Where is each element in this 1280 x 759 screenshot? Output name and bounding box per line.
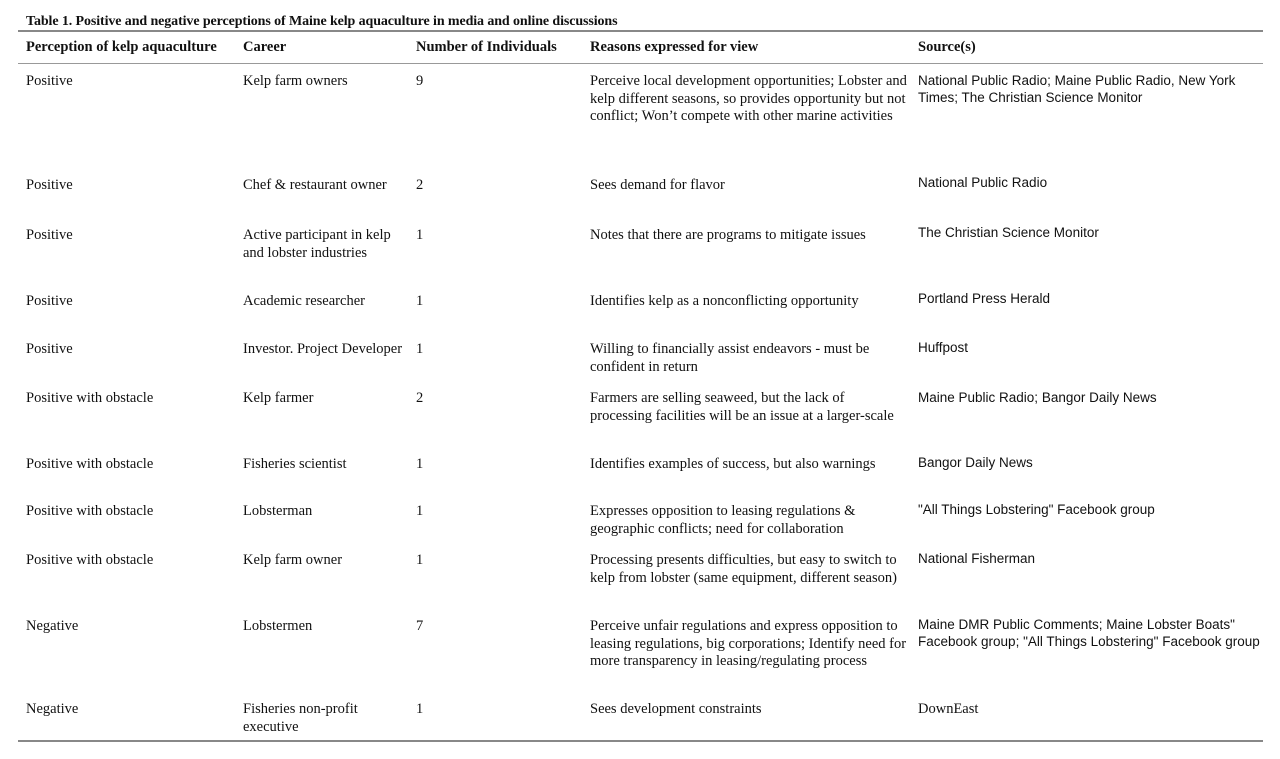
cell-sources: "All Things Lobstering" Facebook group bbox=[918, 502, 1155, 517]
cell-sources: Maine Public Radio; Bangor Daily News bbox=[918, 390, 1157, 405]
cell-number: 1 bbox=[416, 552, 424, 568]
cell-number: 1 bbox=[416, 293, 424, 309]
cell-career: Kelp farmer bbox=[243, 390, 314, 406]
cell-number: 7 bbox=[416, 618, 424, 634]
cell-reasons: Sees development constraints bbox=[590, 701, 762, 717]
header-number: Number of Individuals bbox=[416, 39, 557, 55]
cell-reasons: Notes that there are programs to mitigate issues bbox=[590, 227, 866, 243]
cell-reasons: Identifies kelp as a nonconflicting opportunity bbox=[590, 293, 859, 309]
cell-career: Kelp farm owners bbox=[243, 73, 348, 89]
cell-perception: Positive with obstacle bbox=[26, 552, 154, 568]
cell-number: 2 bbox=[416, 390, 424, 406]
cell-reasons: Perceive unfair regulations and express opposition to leasing regulations, big corporations; Identify need for more transparency in leasing/regulating process bbox=[590, 618, 907, 669]
cell-perception: Positive with obstacle bbox=[26, 503, 154, 519]
cell-perception: Positive bbox=[26, 227, 73, 243]
header-career: Career bbox=[243, 39, 287, 55]
cell-reasons: Identifies examples of success, but also warnings bbox=[590, 456, 876, 472]
cell-perception: Positive bbox=[26, 293, 73, 309]
cell-sources: National Public Radio bbox=[918, 175, 1048, 190]
cell-number: 2 bbox=[416, 177, 424, 193]
cell-sources: Bangor Daily News bbox=[918, 455, 1033, 470]
cell-sources: Portland Press Herald bbox=[918, 291, 1051, 306]
cell-perception: Positive bbox=[26, 341, 73, 357]
cell-reasons: Farmers are selling seaweed, but the lack of processing facilities will be an issue at a larger-scale bbox=[590, 390, 894, 424]
cell-career: Academic researcher bbox=[243, 293, 365, 309]
cell-reasons: Willing to financially assist endeavors - must be confident in return bbox=[590, 341, 870, 375]
cell-number: 1 bbox=[416, 456, 424, 472]
cell-sources: DownEast bbox=[918, 701, 979, 717]
cell-perception: Positive bbox=[26, 177, 73, 193]
cell-perception: Negative bbox=[26, 701, 79, 717]
cell-sources: Maine DMR Public Comments; Maine Lobster Boats" Facebook group; "All Things Lobstering" Facebook group bbox=[918, 617, 1260, 649]
cell-number: 1 bbox=[416, 341, 424, 357]
cell-perception: Negative bbox=[26, 618, 79, 634]
table-caption: Table 1. Positive and negative perceptions of Maine kelp aquaculture in media and online discussions bbox=[26, 14, 618, 29]
header-reasons: Reasons expressed for view bbox=[590, 39, 759, 55]
cell-number: 1 bbox=[416, 227, 424, 243]
cell-reasons: Expresses opposition to leasing regulations & geographic conflicts; need for collaboration bbox=[590, 503, 856, 537]
cell-career: Kelp farm owner bbox=[243, 552, 343, 568]
cell-career: Active participant in kelp and lobster industries bbox=[243, 227, 391, 261]
cell-reasons: Sees demand for flavor bbox=[590, 177, 725, 193]
cell-career: Investor. Project Developer bbox=[243, 341, 403, 357]
cell-reasons: Processing presents difficulties, but easy to switch to kelp from lobster (same equipment, different season) bbox=[590, 552, 897, 586]
cell-sources: The Christian Science Monitor bbox=[918, 225, 1099, 240]
header-rule bbox=[18, 63, 1263, 64]
cell-reasons: Perceive local development opportunities; Lobster and kelp different seasons, so provides opportunity but not conflict; Won’t compete with other marine activities bbox=[590, 73, 907, 124]
header-perception: Perception of kelp aquaculture bbox=[26, 39, 217, 55]
cell-number: 1 bbox=[416, 503, 424, 519]
table-bottom-rule bbox=[18, 740, 1263, 742]
cell-number: 1 bbox=[416, 701, 424, 717]
cell-sources: National Fisherman bbox=[918, 551, 1036, 566]
cell-perception: Positive with obstacle bbox=[26, 456, 154, 472]
cell-career: Fisheries non-profit executive bbox=[243, 701, 358, 735]
cell-sources: Huffpost bbox=[918, 340, 969, 355]
header-sources: Source(s) bbox=[918, 39, 976, 55]
cell-number: 9 bbox=[416, 73, 424, 89]
cell-sources: National Public Radio; Maine Public Radio, New York Times; The Christian Science Monitor bbox=[918, 73, 1236, 105]
cell-career: Fisheries scientist bbox=[243, 456, 347, 472]
cell-career: Lobstermen bbox=[243, 618, 313, 634]
table-top-rule bbox=[18, 30, 1263, 32]
cell-career: Lobsterman bbox=[243, 503, 313, 519]
cell-perception: Positive with obstacle bbox=[26, 390, 154, 406]
cell-career: Chef & restaurant owner bbox=[243, 177, 387, 193]
cell-perception: Positive bbox=[26, 73, 73, 89]
